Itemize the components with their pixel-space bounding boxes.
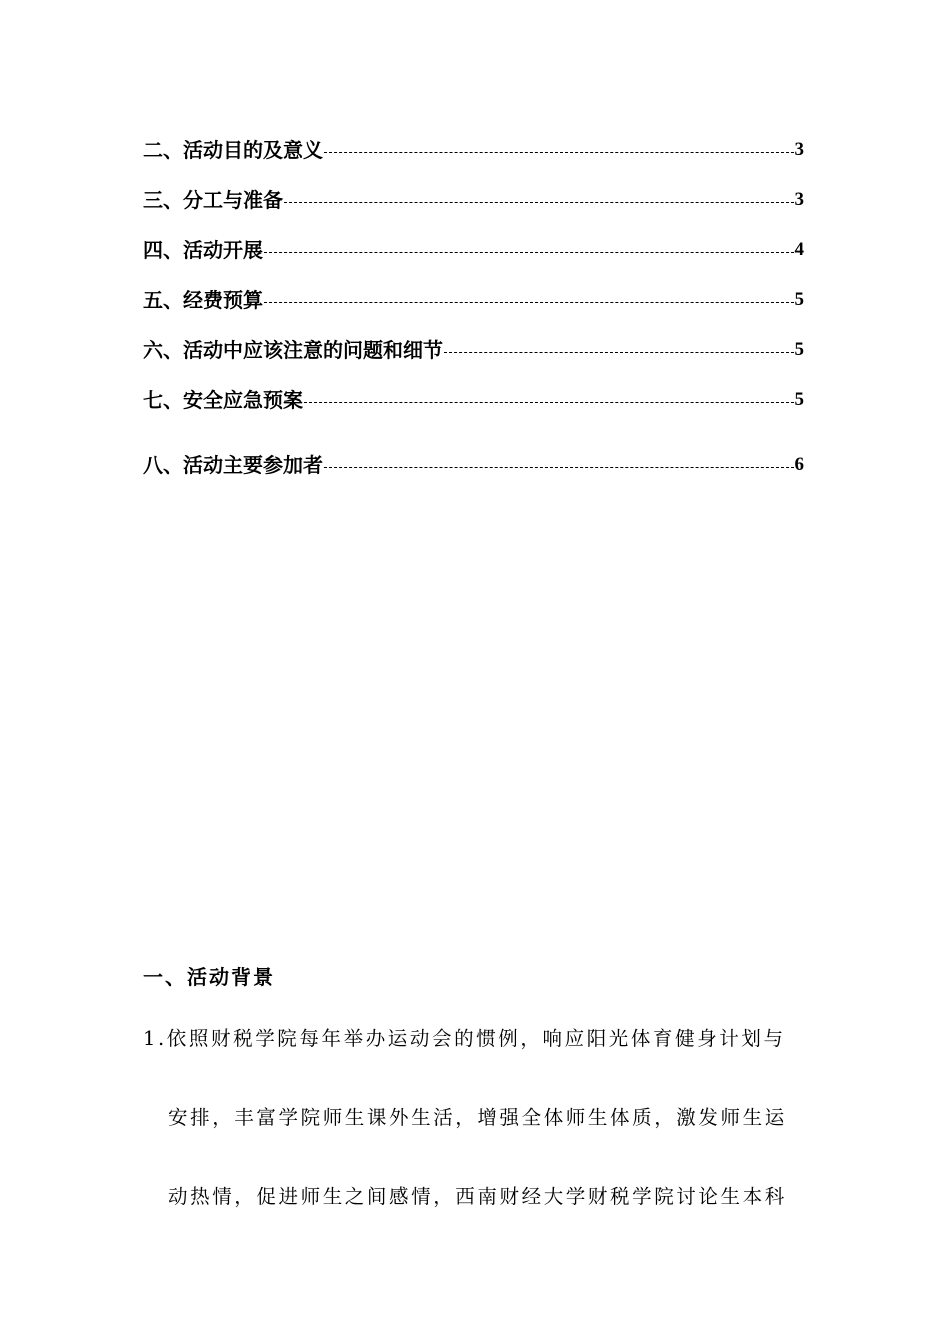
toc-entry-page: 5 <box>794 339 804 360</box>
table-of-contents <box>143 136 804 477</box>
toc-entry-title: 六、活动中应该注意的问题和细节 <box>143 338 443 362</box>
paragraph-line: 安排，丰富学院师生课外生活，增强全体师生体质，激发师生运 <box>168 1106 787 1129</box>
toc-entry-page: 6 <box>794 454 804 475</box>
toc-entry-page: 5 <box>794 289 804 310</box>
toc-leader-dots <box>444 352 794 353</box>
toc-entry-title: 四、活动开展 <box>143 238 263 262</box>
toc-entry-page: 5 <box>794 389 804 410</box>
toc-entry[interactable] <box>143 451 804 479</box>
toc-entry-title: 七、安全应急预案 <box>143 388 303 412</box>
paragraph-line: 动热情，促进师生之间感情，西南财经大学财税学院讨论生本科 <box>168 1185 787 1208</box>
toc-leader-dots <box>284 202 794 203</box>
toc-entry-page: 3 <box>794 139 804 160</box>
toc-leader-dots <box>264 252 794 253</box>
toc-leader-dots <box>304 402 794 403</box>
toc-leader-dots <box>264 302 794 303</box>
toc-entry-title: 五、经费预算 <box>143 288 263 312</box>
toc-entry[interactable] <box>143 386 804 414</box>
toc-entry-page: 3 <box>794 189 804 210</box>
toc-entry-title: 二、活动目的及意义 <box>143 138 323 162</box>
toc-leader-dots <box>324 467 794 468</box>
toc-entry[interactable] <box>143 336 804 364</box>
toc-entry[interactable] <box>143 136 804 164</box>
toc-entry-title: 三、分工与准备 <box>143 188 283 212</box>
paragraph-line: 1.依照财税学院每年举办运动会的惯例，响应阳光体育健身计划与 <box>143 1027 786 1050</box>
body-paragraph <box>143 1025 803 1262</box>
toc-entry[interactable] <box>143 236 804 264</box>
toc-entry-title: 八、活动主要参加者 <box>143 453 323 477</box>
toc-entry[interactable] <box>143 186 804 214</box>
toc-entry-page: 4 <box>794 239 804 260</box>
toc-entry[interactable] <box>143 286 804 314</box>
section-heading: 一、活动背景 <box>143 965 275 989</box>
toc-leader-dots <box>324 152 794 153</box>
